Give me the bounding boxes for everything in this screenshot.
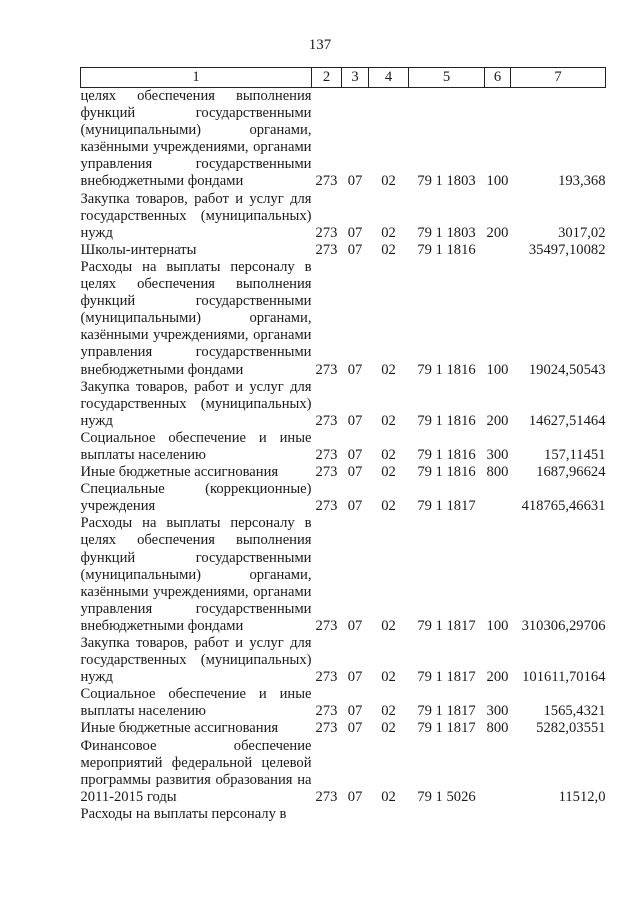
row-target-code: 79 1 1817 xyxy=(417,617,476,634)
row-expense-type: 200 xyxy=(486,669,509,686)
row-expense-type xyxy=(485,481,511,515)
header-col-3: 3 xyxy=(342,68,369,88)
row-admin-code: 273 xyxy=(315,720,338,737)
row-amount: 14627,51464 xyxy=(528,412,606,429)
row-admin-code: 273 xyxy=(315,703,338,720)
row-expense-type: 300 xyxy=(486,703,509,720)
row-expense-type: 100 xyxy=(486,361,509,378)
row-subsection: 02 xyxy=(381,173,396,190)
row-expense-type: 800 xyxy=(486,464,509,481)
row-expense-type: 200 xyxy=(486,224,509,241)
budget-table xyxy=(80,67,606,823)
row-name: Финансовое обеспечение мероприятий федеральной целевой программы развития образования на 2011-2015 годы xyxy=(80,737,312,805)
row-name: Закупка товаров, работ и услуг для государственных (муниципальных) нужд xyxy=(80,190,312,241)
row-expense-type xyxy=(485,242,511,259)
row-name: Социальное обеспечение и иные выплаты населению xyxy=(80,686,312,720)
row-name: Расходы на выплаты персоналу в xyxy=(80,805,287,822)
table-row xyxy=(81,242,606,259)
row-target-code: 79 1 1816 xyxy=(417,464,476,481)
row-expense-type: 200 xyxy=(486,412,509,429)
header-col-7: 7 xyxy=(511,68,606,88)
row-subsection: 02 xyxy=(381,669,396,686)
table-row xyxy=(81,738,606,806)
row-amount: 19024,50543 xyxy=(528,361,606,378)
row-amount xyxy=(511,806,606,823)
header-col-1: 1 xyxy=(81,68,312,88)
row-target-code: 79 1 1817 xyxy=(417,720,476,737)
row-target-code: 79 1 1817 xyxy=(417,498,476,515)
row-admin-code xyxy=(312,806,342,823)
row-amount: 3017,02 xyxy=(558,224,606,241)
row-name: Социальное обеспечение и иные выплаты населению xyxy=(80,429,312,463)
row-section: 07 xyxy=(347,241,363,258)
row-target-code: 79 1 1803 xyxy=(417,224,476,241)
row-target-code: 79 1 5026 xyxy=(417,788,476,805)
row-subsection: 02 xyxy=(381,464,396,481)
row-name: Закупка товаров, работ и услуг для государственных (муниципальных) нужд xyxy=(80,378,312,429)
table-row xyxy=(81,515,606,635)
row-name: Расходы на выплаты персоналу в целях обеспечения выполнения функций государственными (муниципальными) органами, казёнными учреждениями, органами управления государственными внебюджетными фондами xyxy=(80,258,312,378)
row-amount: 11512,0 xyxy=(558,788,606,805)
table-body xyxy=(81,88,606,824)
row-amount: 310306,29706 xyxy=(521,617,606,634)
row-admin-code: 273 xyxy=(315,788,338,805)
row-expense-type: 100 xyxy=(486,173,509,190)
header-row xyxy=(81,68,606,88)
row-expense-type: 800 xyxy=(486,720,509,737)
header-col-4: 4 xyxy=(369,68,409,88)
row-amount: 418765,46631 xyxy=(521,498,606,515)
table-row xyxy=(81,379,606,430)
row-section: 07 xyxy=(347,788,363,805)
table-row xyxy=(81,720,606,737)
row-target-code: 79 1 1816 xyxy=(417,361,476,378)
row-amount: 1687,96624 xyxy=(536,464,606,481)
row-subsection: 02 xyxy=(381,446,396,463)
row-section: 07 xyxy=(347,617,363,634)
row-expense-type xyxy=(485,806,511,823)
row-amount: 157,11451 xyxy=(544,446,606,463)
row-section xyxy=(342,806,369,823)
row-amount: 193,368 xyxy=(558,173,606,190)
row-name: целях обеспечения выполнения функций государственными (муниципальными) органами, казёнными учреждениями, органами управления государственными внебюджетными фондами xyxy=(80,88,312,190)
row-target-code: 79 1 1816 xyxy=(417,412,476,429)
table-row xyxy=(81,686,606,720)
page-number: 137 xyxy=(308,37,332,53)
header-col-5: 5 xyxy=(409,68,485,88)
row-admin-code: 273 xyxy=(315,617,338,634)
row-section: 07 xyxy=(347,446,363,463)
row-section: 07 xyxy=(347,464,363,481)
row-name: Специальные (коррекционные) учреждения xyxy=(80,481,312,515)
row-section: 07 xyxy=(347,412,363,429)
row-amount: 101611,70164 xyxy=(522,669,606,686)
row-subsection: 02 xyxy=(381,617,396,634)
row-subsection: 02 xyxy=(381,703,396,720)
table-row xyxy=(81,191,606,242)
row-expense-type xyxy=(485,738,511,806)
row-amount: 5282,03551 xyxy=(536,720,606,737)
row-subsection: 02 xyxy=(381,720,396,737)
header-col-6: 6 xyxy=(485,68,511,88)
row-subsection: 02 xyxy=(381,224,396,241)
row-section: 07 xyxy=(347,720,363,737)
row-admin-code: 273 xyxy=(315,412,338,429)
row-admin-code: 273 xyxy=(315,241,338,258)
row-section: 07 xyxy=(347,703,363,720)
table-row xyxy=(81,88,606,191)
row-admin-code: 273 xyxy=(315,464,338,481)
row-subsection: 02 xyxy=(381,788,396,805)
row-section: 07 xyxy=(347,224,363,241)
row-name: Иные бюджетные ассигнования xyxy=(80,464,279,481)
row-subsection: 02 xyxy=(381,498,396,515)
row-target-code: 79 1 1816 xyxy=(417,241,476,258)
row-expense-type: 300 xyxy=(486,446,509,463)
table-row xyxy=(81,464,606,481)
table-row xyxy=(81,806,606,823)
row-admin-code: 273 xyxy=(315,669,338,686)
row-subsection xyxy=(369,806,409,823)
row-target-code: 79 1 1817 xyxy=(417,669,476,686)
row-admin-code: 273 xyxy=(315,224,338,241)
row-section: 07 xyxy=(347,173,363,190)
row-name: Иные бюджетные ассигнования xyxy=(80,720,279,737)
row-target-code: 79 1 1816 xyxy=(417,446,476,463)
row-target-code: 79 1 1803 xyxy=(417,173,476,190)
row-admin-code: 273 xyxy=(315,173,338,190)
table-row xyxy=(81,635,606,686)
row-section: 07 xyxy=(347,498,363,515)
row-section: 07 xyxy=(347,669,363,686)
row-expense-type: 100 xyxy=(486,617,509,634)
row-target-code: 79 1 1817 xyxy=(417,703,476,720)
row-admin-code: 273 xyxy=(315,361,338,378)
row-subsection: 02 xyxy=(381,412,396,429)
table-row xyxy=(81,481,606,515)
row-section: 07 xyxy=(347,361,363,378)
row-name: Расходы на выплаты персоналу в целях обеспечения выполнения функций государственными (муниципальными) органами, казёнными учреждениями, органами управления государственными внебюджетными фондами xyxy=(80,515,312,634)
table-row xyxy=(81,259,606,379)
row-name: Школы-интернаты xyxy=(80,241,197,258)
row-subsection: 02 xyxy=(381,241,396,258)
row-name: Закупка товаров, работ и услуг для государственных (муниципальных) нужд xyxy=(80,635,312,686)
row-target-code xyxy=(409,806,485,823)
row-admin-code: 273 xyxy=(315,498,338,515)
row-amount: 35497,10082 xyxy=(528,241,606,258)
row-subsection: 02 xyxy=(381,361,396,378)
header-col-2: 2 xyxy=(312,68,342,88)
table-row xyxy=(81,430,606,464)
row-amount: 1565,4321 xyxy=(543,703,606,720)
row-admin-code: 273 xyxy=(315,446,338,463)
